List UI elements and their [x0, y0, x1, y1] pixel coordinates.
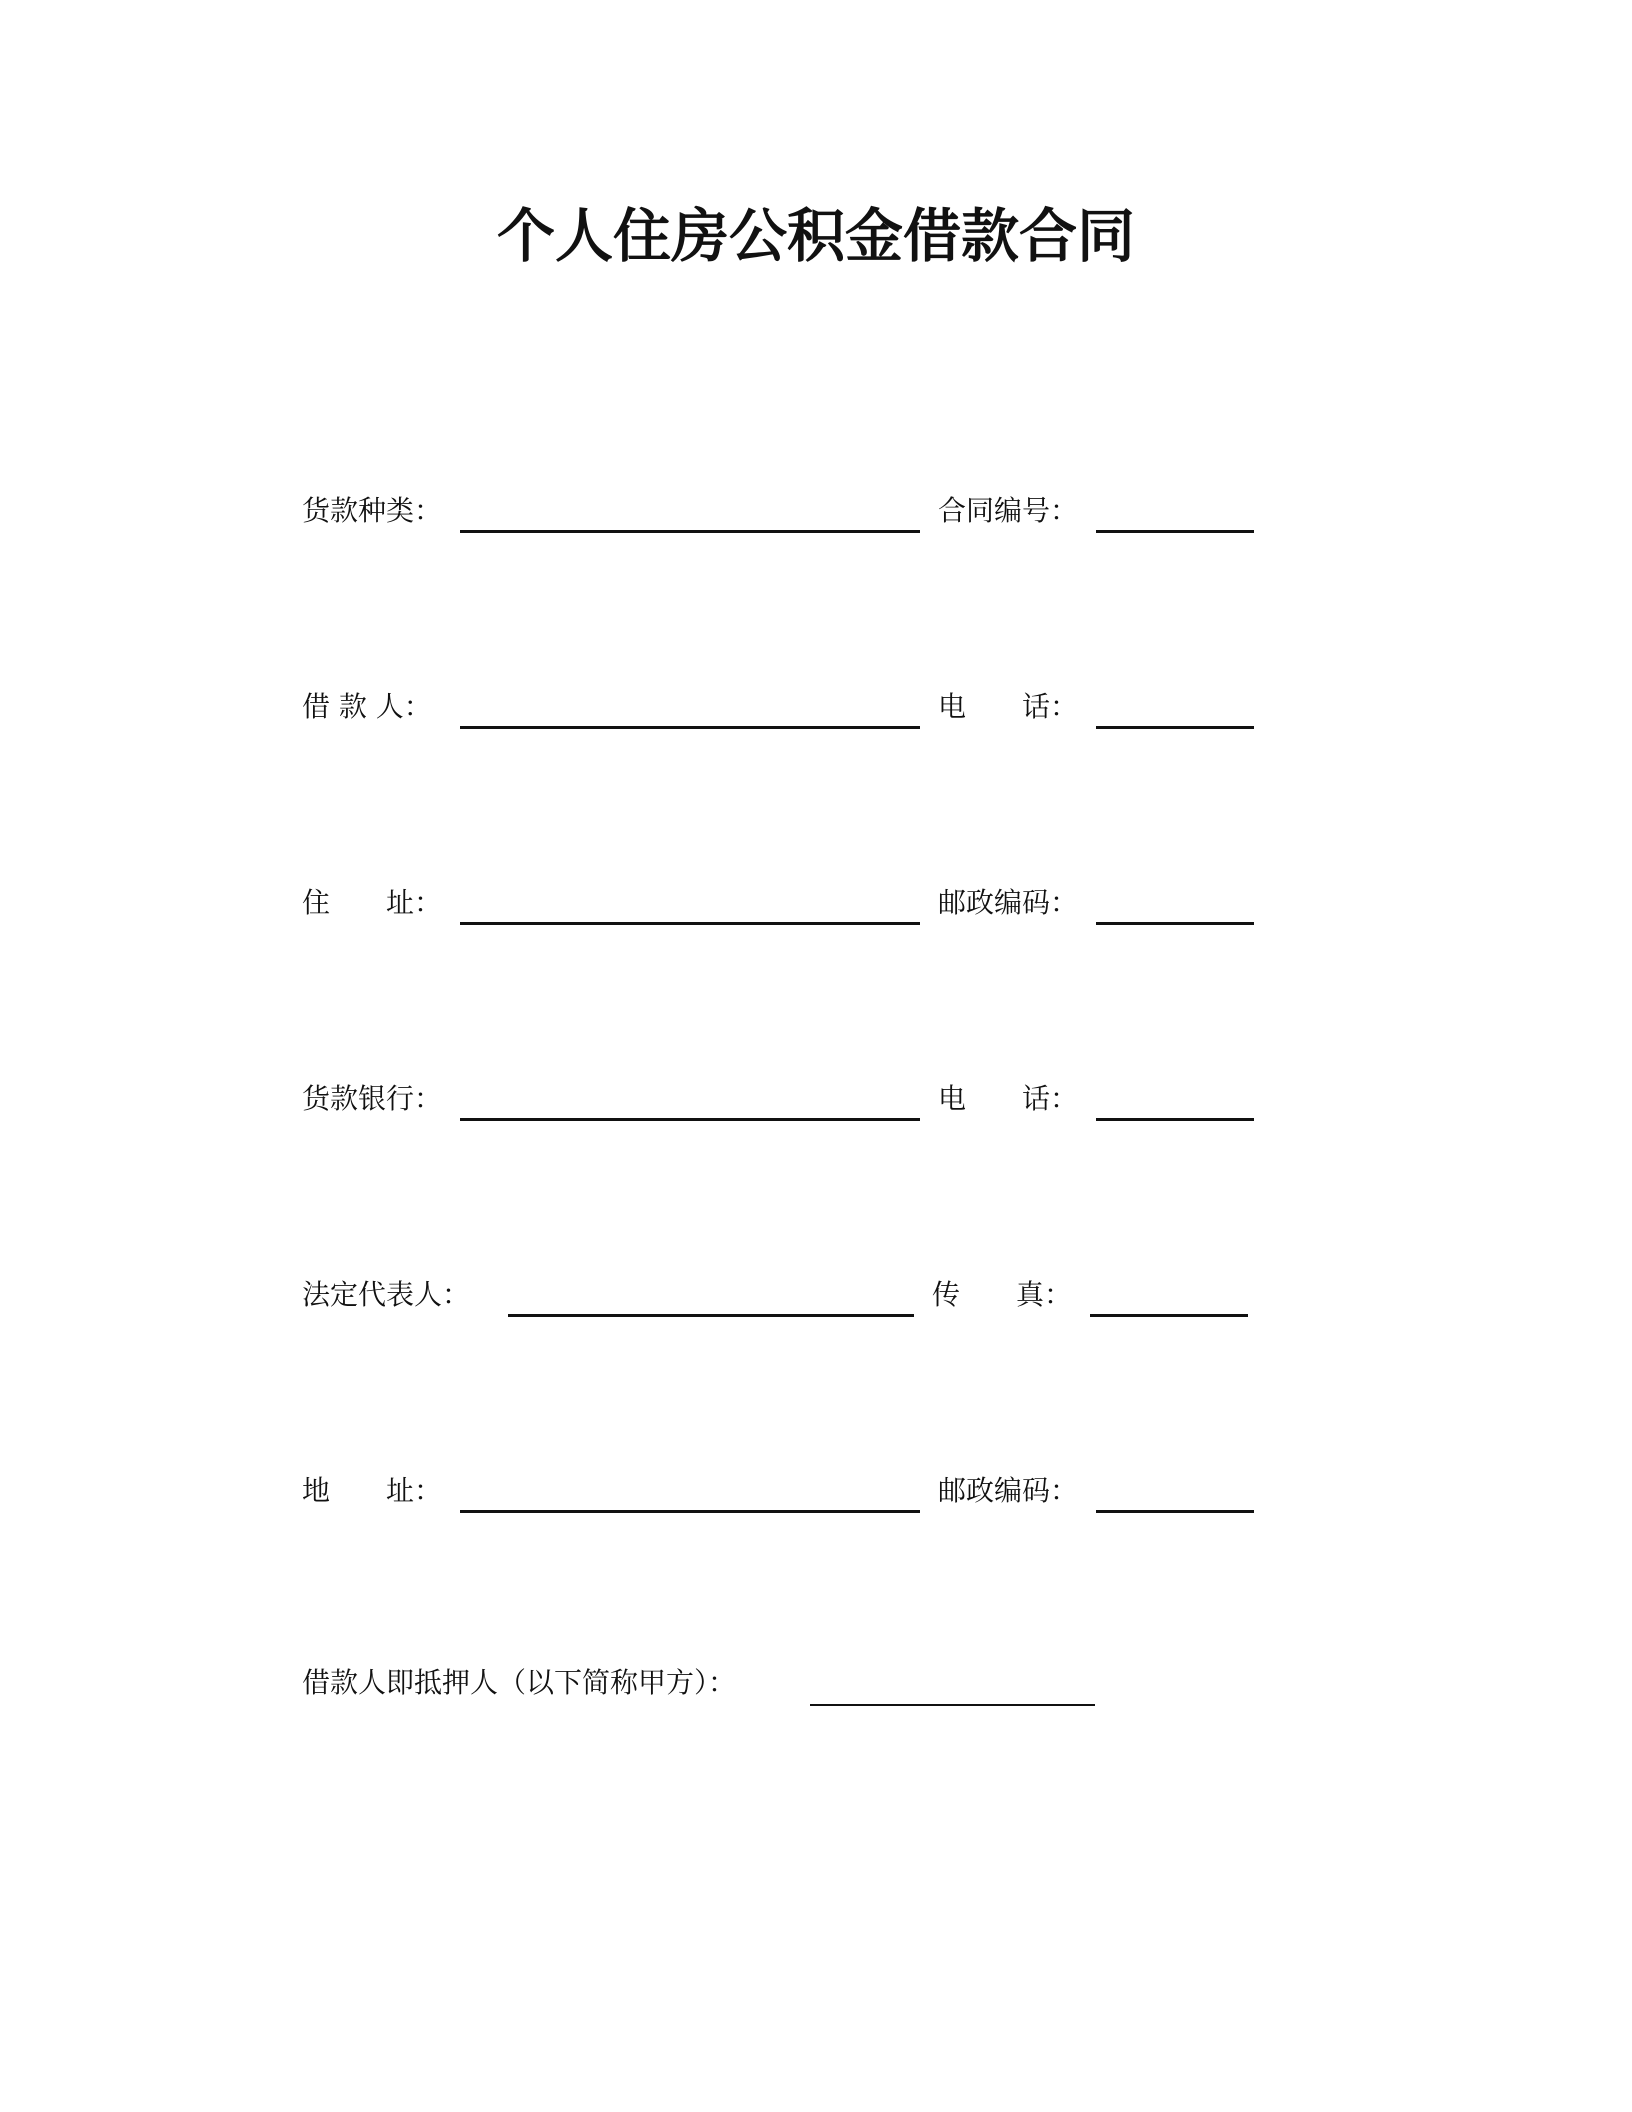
lending-bank-label: 货款银行：	[302, 1082, 443, 1115]
contract-no-label: 合同编号：	[938, 494, 1079, 527]
lending-bank-blank[interactable]	[460, 1118, 920, 1121]
contract-no-blank[interactable]	[1096, 530, 1254, 533]
row-loan-type	[0, 486, 1632, 536]
loan-type-blank[interactable]	[460, 530, 920, 533]
borrower-label: 借 款 人：	[302, 690, 432, 723]
bank-address-label: 地 址：	[302, 1474, 443, 1507]
borrower-address-label: 住 址：	[302, 886, 443, 919]
row-lending-bank	[0, 1074, 1632, 1124]
bank-postcode-label: 邮政编码：	[938, 1474, 1079, 1507]
borrower-postcode-label: 邮政编码：	[938, 886, 1079, 919]
party-a-blank[interactable]	[810, 1704, 1095, 1706]
row-bank-address	[0, 1466, 1632, 1516]
borrower-address-blank[interactable]	[460, 922, 920, 925]
document-title: 个人住房公积金借款合同	[496, 202, 1135, 270]
borrower-postcode-blank[interactable]	[1096, 922, 1254, 925]
legal-rep-label: 法定代表人：	[302, 1278, 471, 1311]
party-a-label: 借款人即抵押人（以下简称甲方）：	[302, 1666, 737, 1699]
bank-phone-label: 电 话：	[938, 1082, 1079, 1115]
borrower-blank[interactable]	[460, 726, 920, 729]
borrower-phone-blank[interactable]	[1096, 726, 1254, 729]
row-borrower	[0, 682, 1632, 732]
legal-rep-blank[interactable]	[508, 1314, 914, 1317]
bank-address-blank[interactable]	[460, 1510, 920, 1513]
loan-type-label: 货款种类：	[302, 494, 443, 527]
row-borrower-address	[0, 878, 1632, 928]
fax-blank[interactable]	[1090, 1314, 1248, 1317]
fax-label: 传 真：	[932, 1278, 1073, 1311]
row-party-a	[0, 1658, 1632, 1708]
row-legal-rep	[0, 1270, 1632, 1320]
bank-phone-blank[interactable]	[1096, 1118, 1254, 1121]
bank-postcode-blank[interactable]	[1096, 1510, 1254, 1513]
borrower-phone-label: 电 话：	[938, 690, 1079, 723]
